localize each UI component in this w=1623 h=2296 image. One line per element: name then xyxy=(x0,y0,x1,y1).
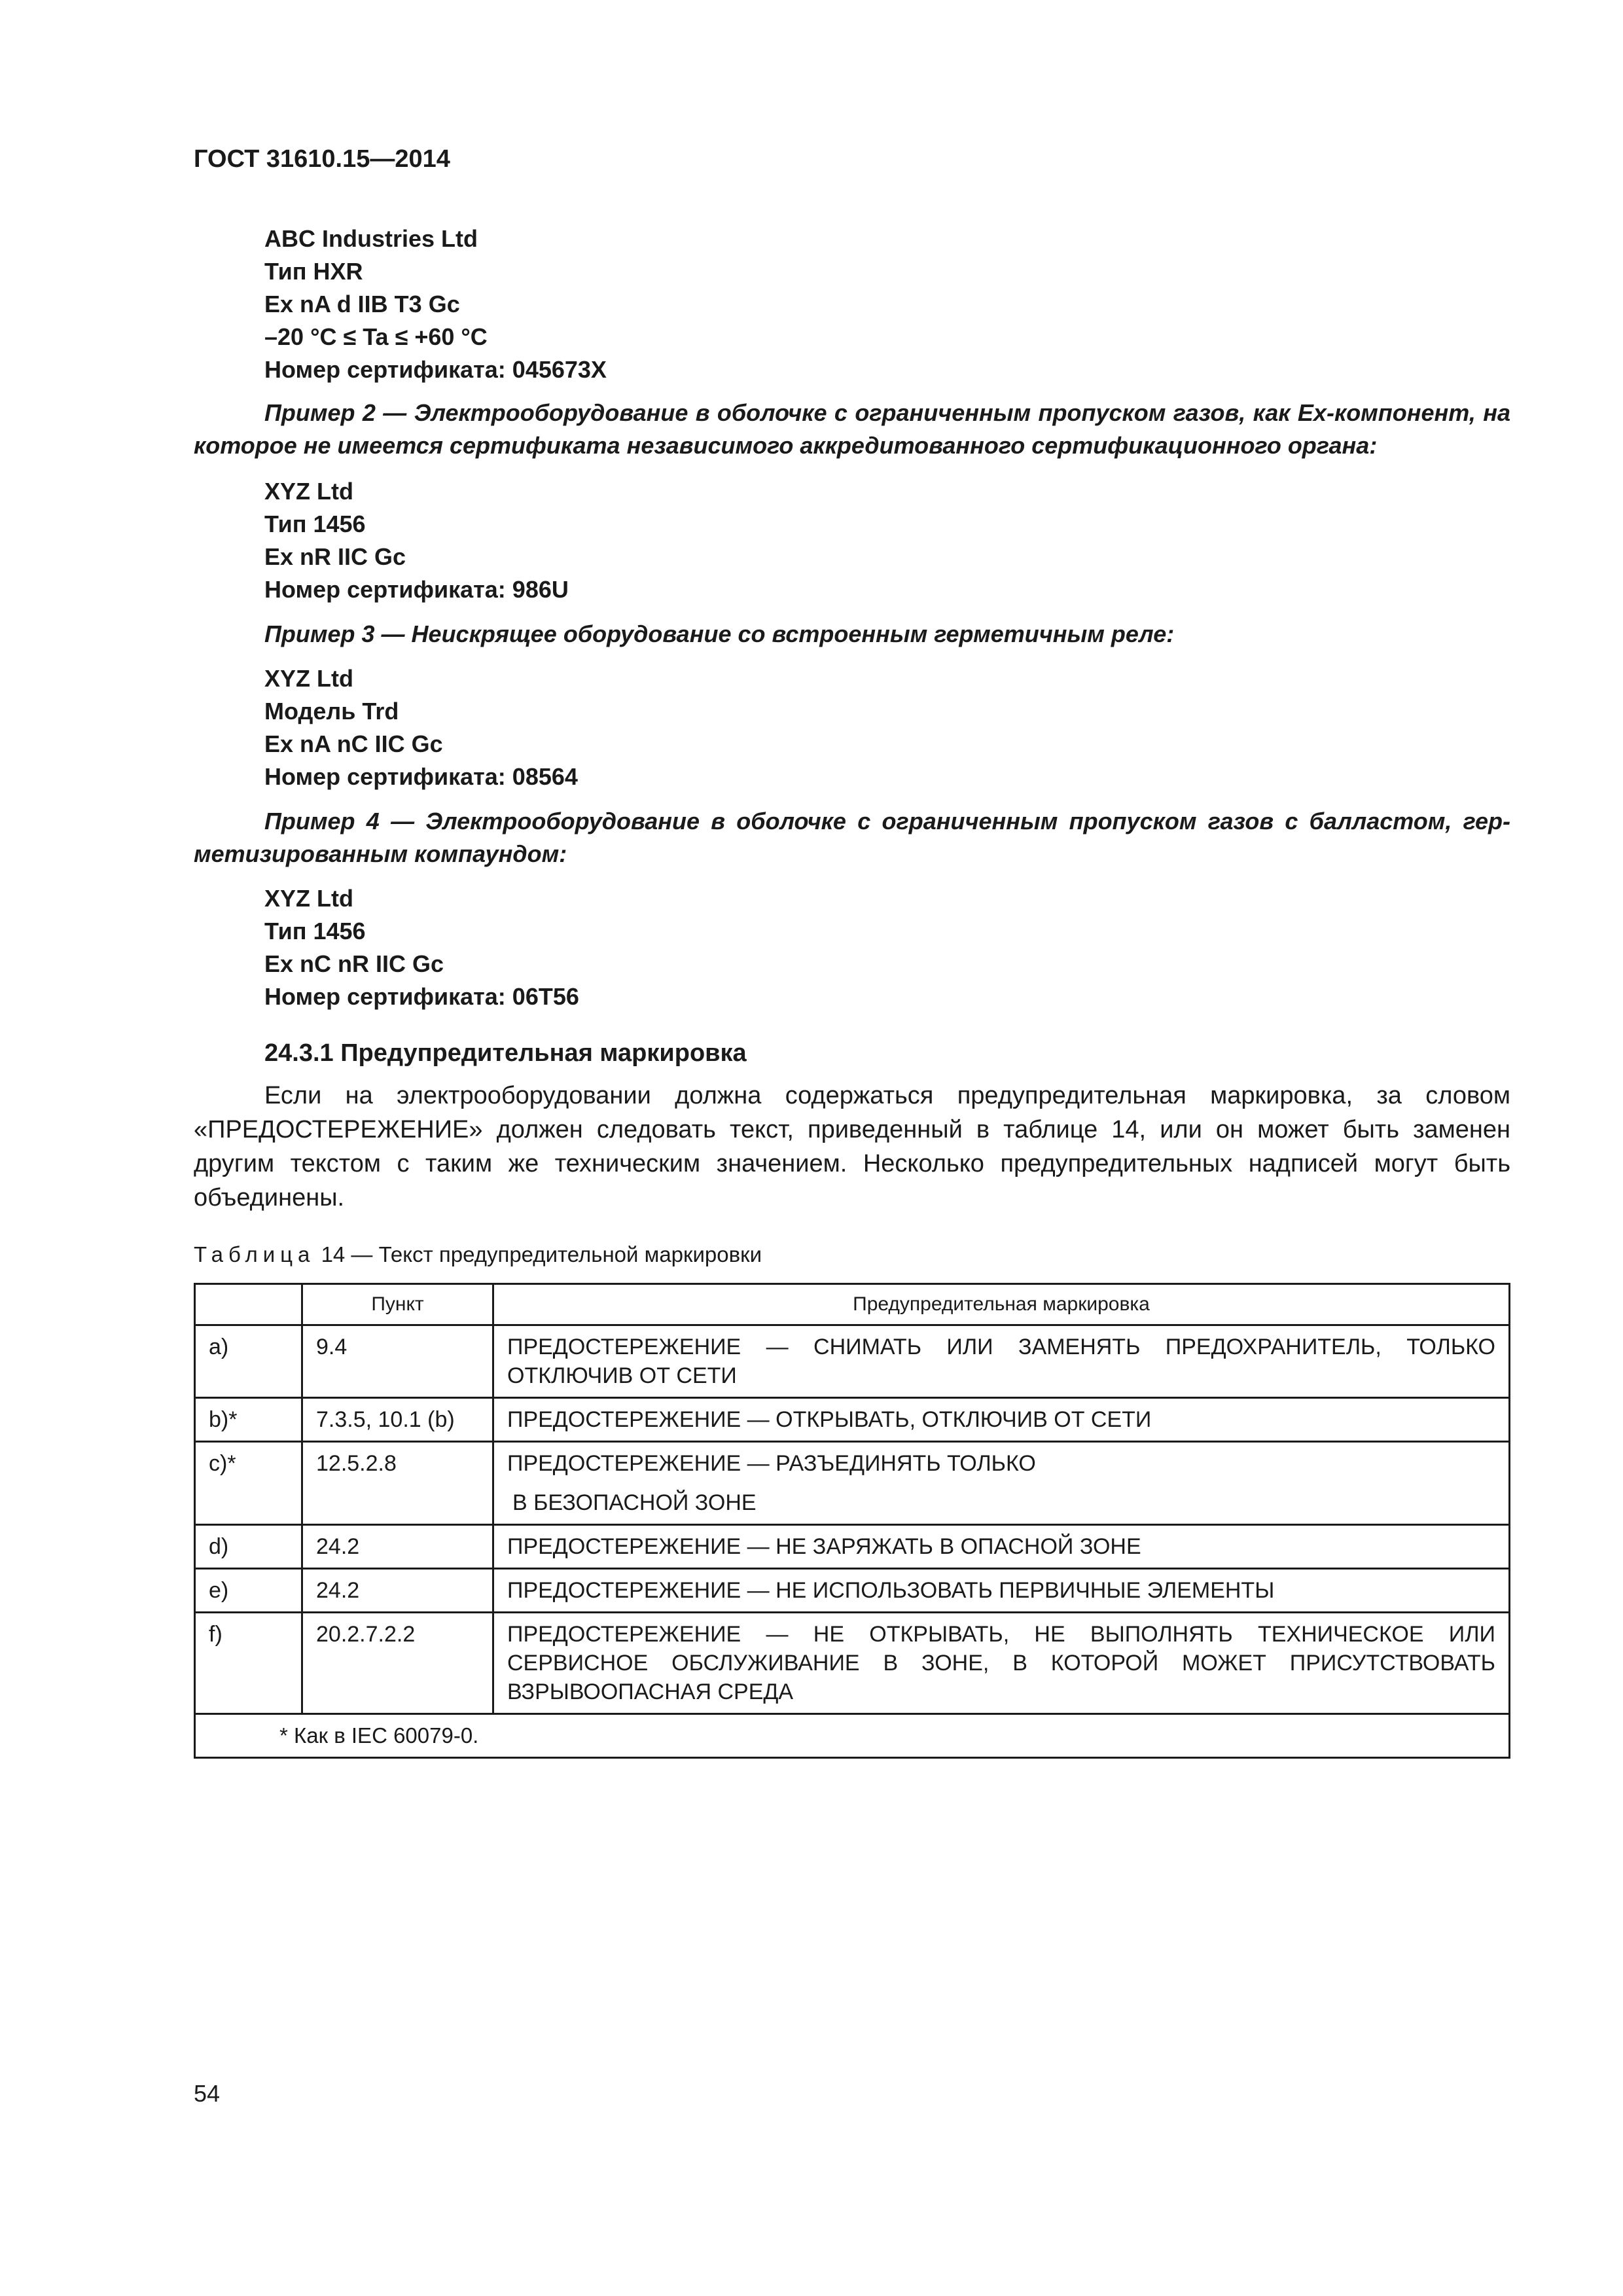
table-row xyxy=(195,1398,1510,1442)
marking-line: ABC Industries Ltd xyxy=(264,225,478,252)
column-header-id xyxy=(195,1284,302,1325)
table-row xyxy=(195,1569,1510,1613)
example-2: Пример 2 — Электрооборудование в оболочке с ограниченным пропуском газов, как Ex-компонент, на которое не имеется сертификата независимого аккредитованного сертификационного органа: xyxy=(194,399,1510,459)
marking-line: XYZ Ltd xyxy=(264,665,353,692)
example-3: Пример 3 — Неискрящее оборудование со встроенным герметичным реле: xyxy=(264,620,1175,647)
table-row xyxy=(195,1525,1510,1569)
row-id: b)* xyxy=(195,1398,302,1442)
row-clause: 24.2 xyxy=(302,1569,493,1613)
table-row xyxy=(195,1325,1510,1398)
marking-block-abc xyxy=(264,223,607,386)
table-header-row xyxy=(195,1284,1510,1325)
marking-block-example-3 xyxy=(264,662,578,793)
marking-line: Ex nA d IIB T3 Gc xyxy=(264,291,460,317)
row-id: e) xyxy=(195,1569,302,1613)
marking-line: XYZ Ltd xyxy=(264,478,353,505)
row-marking-line: ПРЕДОСТЕРЕЖЕНИЕ — РАЗЪЕДИНЯТЬ ТОЛЬКО xyxy=(507,1451,1036,1476)
marking-line: Ex nC nR IIC Gc xyxy=(264,950,444,977)
marking-line: Ex nA nC IIC Gc xyxy=(264,730,443,757)
row-clause: 20.2.7.2.2 xyxy=(302,1613,493,1714)
row-id: d) xyxy=(195,1525,302,1569)
column-header-clause: Пункт xyxy=(302,1284,493,1325)
marking-line: Тип 1456 xyxy=(264,918,366,944)
table-row xyxy=(195,1613,1510,1714)
table-footnote: * Как в IEC 60079-0. xyxy=(195,1714,1510,1758)
row-clause: 12.5.2.8 xyxy=(302,1442,493,1525)
warning-markings-table xyxy=(194,1283,1510,1759)
row-marking xyxy=(493,1442,1510,1525)
table-row xyxy=(195,1442,1510,1525)
marking-line: Ex nR IIC Gc xyxy=(264,543,406,570)
row-marking-line-extra: В БЕЗОПАСНОЙ ЗОНЕ xyxy=(512,1490,757,1515)
row-id: f) xyxy=(195,1613,302,1714)
row-marking: ПРЕДОСТЕРЕЖЕНИЕ — НЕ ИСПОЛЬЗОВАТЬ ПЕРВИЧНЫЕ ЭЛЕМЕНТЫ xyxy=(493,1569,1510,1613)
marking-line: Номер сертификата: 986U xyxy=(264,576,569,603)
marking-line: –20 °C ≤ Ta ≤ +60 °C xyxy=(264,323,488,350)
marking-line: Тип HXR xyxy=(264,258,363,285)
column-header-marking: Предупредительная маркировка xyxy=(493,1284,1510,1325)
table-caption-word: Таблица xyxy=(194,1242,315,1266)
section-title: 24.3.1 Предупредительная маркировка xyxy=(264,1039,747,1067)
row-clause: 24.2 xyxy=(302,1525,493,1569)
row-marking: ПРЕДОСТЕРЕЖЕНИЕ — СНИМАТЬ ИЛИ ЗАМЕНЯТЬ ПРЕДОХРАНИТЕЛЬ, ТОЛЬКО ОТКЛЮЧИВ ОТ СЕТИ xyxy=(493,1325,1510,1398)
table-caption xyxy=(194,1242,762,1267)
marking-line: Номер сертификата: 06Т56 xyxy=(264,983,579,1010)
marking-line: Модель Trd xyxy=(264,698,399,725)
page-number: 54 xyxy=(194,2080,221,2107)
document-header: ГОСТ 31610.15—2014 xyxy=(194,145,450,173)
example-4: Пример 4 — Электрооборудование в оболочке с ограниченным пропуском газов с балластом, гер-метизированным компаундом: xyxy=(194,808,1510,867)
section-paragraph: Если на электрооборудовании должна содержаться предупредительная маркировка, за словом «ПРЕДОСТЕРЕЖЕНИЕ» должен следовать текст, приведенный в таблице 14, или он может быть заменен другим текстом с таким же техническим значением. Несколько предупредительных надписей могут быть объединены. xyxy=(194,1082,1510,1211)
marking-line: XYZ Ltd xyxy=(264,885,353,912)
table-footnote-row xyxy=(195,1714,1510,1758)
marking-line: Номер сертификата: 045673X xyxy=(264,356,607,383)
row-marking: ПРЕДОСТЕРЕЖЕНИЕ — НЕ ОТКРЫВАТЬ, НЕ ВЫПОЛНЯТЬ ТЕХНИЧЕСКОЕ ИЛИ СЕРВИСНОЕ ОБСЛУЖИВАНИЕ В ЗОНЕ, В КОТОРОЙ МОЖЕТ ПРИСУТСТВОВАТЬ ВЗРЫВООПАСНАЯ СРЕДА xyxy=(493,1613,1510,1714)
row-id: a) xyxy=(195,1325,302,1398)
row-marking: ПРЕДОСТЕРЕЖЕНИЕ — ОТКРЫВАТЬ, ОТКЛЮЧИВ ОТ СЕТИ xyxy=(493,1398,1510,1442)
marking-line: Номер сертификата: 08564 xyxy=(264,763,578,790)
marking-line: Тип 1456 xyxy=(264,511,366,537)
row-marking: ПРЕДОСТЕРЕЖЕНИЕ — НЕ ЗАРЯЖАТЬ В ОПАСНОЙ ЗОНЕ xyxy=(493,1525,1510,1569)
table-caption-text: 14 — Текст предупредительной маркировки xyxy=(321,1242,762,1266)
row-clause: 7.3.5, 10.1 (b) xyxy=(302,1398,493,1442)
marking-block-example-4 xyxy=(264,882,579,1013)
marking-block-example-2 xyxy=(264,475,569,606)
row-id: c)* xyxy=(195,1442,302,1525)
row-clause: 9.4 xyxy=(302,1325,493,1398)
